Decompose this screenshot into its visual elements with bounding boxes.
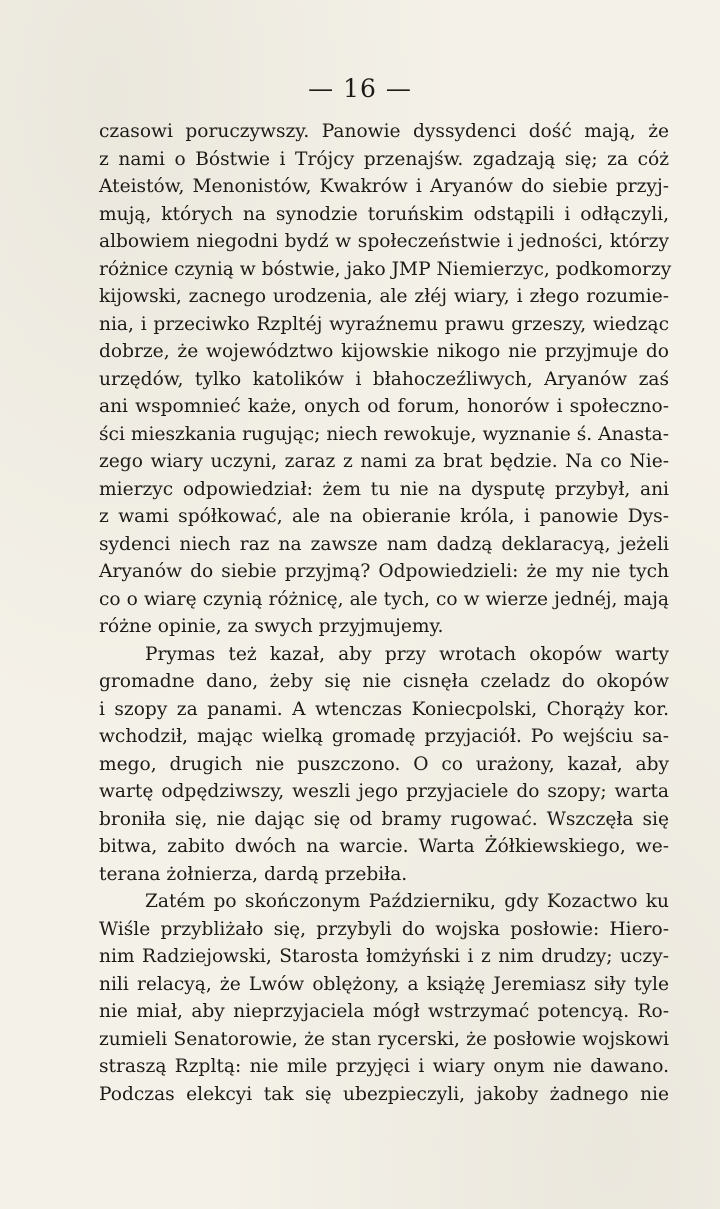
text-line: gromadne dano, żeby się nie cisnęła czeladz do okopów — [99, 671, 669, 692]
text-line: nie miał, aby nieprzyjaciela mógł wstrzymać potencyą. Ro- — [99, 1001, 669, 1022]
text-line: różne opinie, za swych przyjmujemy. — [99, 616, 444, 637]
text-line: co o wiarę czynią różnicę, ale tych, co w wierze jednéj, mają — [99, 588, 669, 610]
text-line: straszą Rzpltą: nie mile przyjęci i wiary onym nie dawano. — [99, 1056, 669, 1077]
text-line: broniła się, nie dając się od bramy rugować. Wszczęła się — [99, 808, 669, 830]
text-line: wchodził, mając wielką gromadę przyjaciół. Po wejściu sa- — [99, 726, 669, 747]
text-line: z wami spółkować, ale na obieranie króla, i panowie Dys- — [99, 506, 669, 527]
text-line: Zatém po skończonym Październiku, gdy Kozactwo ku — [145, 891, 669, 912]
text-line: nim Radziejowski, Starosta łomżyński i z nim drudzy; uczy- — [99, 946, 669, 967]
text-line: Podczas elekcyi tak się ubezpieczyli, jakoby żadnego nie — [99, 1083, 669, 1105]
body-text — [99, 118, 672, 1108]
text-line: mierzyc odpowiedział: żem tu nie na dysputę przybył, ani — [99, 478, 669, 500]
text-line: urzędów, tylko katolików i błahoczeźliwych, Aryanów zaś — [99, 368, 669, 390]
text-line: ani wspomnieć każe, onych od forum, honorów i społeczno- — [99, 396, 669, 417]
text-line: nia, i przeciwko Rzpltéj wyraźnemu prawu grzeszy, wiedząc — [99, 313, 669, 335]
text-line: mego, drugich nie puszczono. O co urażony, kazał, aby — [99, 753, 669, 775]
text-line: nili relacyą, że Lwów oblężony, a książę Jeremiasz siły tyle — [99, 973, 669, 995]
text-line: sydenci niech raz na zawsze nam dadzą deklaracyą, jeżeli — [99, 533, 669, 555]
text-line: zumieli Senatorowie, że stan rycerski, że posłowie wojskowi — [99, 1028, 669, 1050]
text-line: Wiśle przybliżało się, przybyli do wojska posłowie: Hiero- — [99, 918, 669, 940]
text-line: czasowi poruczywszy. Panowie dyssydenci dość mają, że — [99, 121, 669, 142]
text-line: terana żołnierza, dardą przebiła. — [99, 863, 408, 885]
text-line: ści mieszkania rugując; niech rewokuje, wyznanie ś. Anasta- — [99, 423, 669, 445]
text-line: z nami o Bóstwie i Trójcy przenajśw. zgadzają się; za cóż — [99, 148, 669, 170]
text-line: bitwa, zabito dwóch na warcie. Warta Żółkiewskiego, we- — [99, 836, 669, 857]
text-line: albowiem niegodni bydź w społeczeństwie i jedności, którzy — [99, 231, 669, 252]
page-number: — 16 — — [308, 74, 412, 103]
text-line: Aryanów do siebie przyjmą? Odpowiedzieli: że my nie tych — [99, 561, 669, 582]
text-line: zego wiary uczyni, zaraz z nami za brat będzie. Na co Nie- — [99, 451, 669, 472]
text-line: różnice czynią w bóstwie, jako JMP Niemierzyc, podkomorzy — [99, 258, 672, 280]
text-line: i szopy za panami. A wtenczas Koniecpolski, Chorąży kor. — [99, 698, 669, 720]
text-line: wartę odpędziwszy, weszli jego przyjaciele do szopy; warta — [99, 781, 669, 802]
text-line: dobrze, że województwo kijowskie nikogo nie przyjmuje do — [99, 341, 669, 362]
text-line: Prymas też kazał, aby przy wrotach okopów warty — [145, 643, 669, 665]
text-line: mują, których na synodzie toruńskim odstąpili i odłączyli, — [99, 203, 669, 225]
text-line: kijowski, zacnego urodzenia, ale złéj wiary, i złego rozumie- — [99, 286, 669, 307]
text-line: Ateistów, Menonistów, Kwakrów i Aryanów do siebie przyj- — [99, 176, 669, 197]
